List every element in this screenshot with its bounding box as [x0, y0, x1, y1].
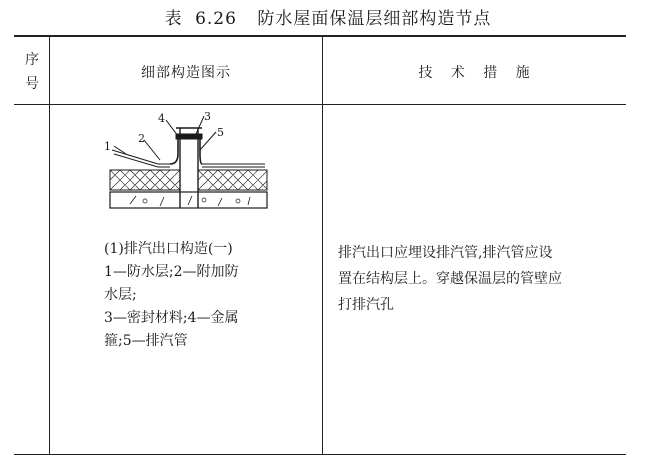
table-title — [0, 4, 656, 29]
slab-marks — [130, 196, 250, 206]
measure-line: 排汽出口应埋设排汽管,排汽管应设 — [338, 245, 553, 261]
header-seq-line2: 号 — [25, 76, 39, 92]
measure-line: 置在结构层上。穿越保温层的管壁应 — [338, 271, 562, 287]
metal-clamp — [176, 134, 202, 139]
table-bottom-rule — [14, 454, 626, 455]
diagram-label-3: 3 — [204, 110, 211, 123]
extra-waterproof-layer-left — [114, 154, 170, 167]
diagram-label-4: 4 — [158, 112, 165, 125]
structural-slab — [110, 192, 267, 208]
measure-line: 打排汽孔 — [338, 297, 394, 313]
diagram-caption — [104, 238, 304, 353]
leader-2 — [144, 140, 160, 160]
technical-measures — [338, 240, 618, 318]
insulation-hatch — [110, 170, 267, 190]
caption-line: 水层; — [104, 287, 137, 303]
caption-line: 箍;5—排汽管 — [104, 333, 188, 349]
table-title-prefix: 表 — [164, 9, 183, 29]
leader-3 — [196, 116, 204, 134]
diagram-label-2: 2 — [138, 132, 145, 145]
column-divider-2 — [322, 36, 323, 455]
insulation-left — [110, 170, 180, 190]
vent-pipe — [180, 128, 198, 208]
diagram-label-5: 5 — [217, 126, 224, 139]
header-seq-line1: 序 — [25, 52, 39, 68]
caption-line: 3—密封材料;4—金属 — [104, 310, 239, 326]
header-diagram: 细部构造图示 — [141, 65, 231, 81]
header-seq — [14, 48, 50, 96]
header-bottom-rule — [14, 104, 626, 105]
table-top-rule — [14, 35, 626, 37]
diagram-label-1: 1 — [104, 140, 111, 153]
table-title-number: 6.26 — [195, 9, 237, 29]
column-divider-1 — [49, 36, 50, 455]
table-title-text: 防水屋面保温层细部构造节点 — [257, 9, 492, 29]
caption-line: 1—防水层;2—附加防 — [104, 264, 239, 280]
vent-outlet-diagram — [100, 110, 275, 218]
header-technique: 技 术 措 施 — [418, 65, 530, 81]
flashing-left — [170, 136, 178, 164]
caption-line: (1)排汽出口构造(一) — [104, 241, 233, 257]
